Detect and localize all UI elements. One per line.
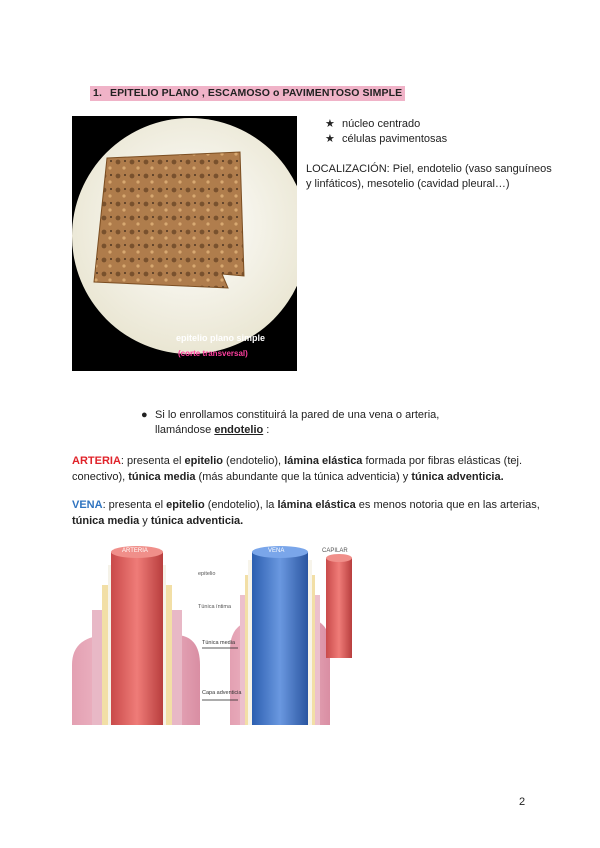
- bullet-dot-icon: ●: [141, 409, 148, 421]
- heading-title: EPITELIO PLANO , ESCAMOSO o PAVIMENTOSO SIMPLE: [109, 87, 403, 99]
- feature-item: ★ núcleo centrado: [325, 118, 421, 130]
- endotelio-term: endotelio: [214, 424, 264, 436]
- label-epitelio: epitelio: [198, 571, 216, 577]
- heading-number: 1.: [93, 87, 102, 99]
- section-heading: [90, 86, 405, 101]
- star-icon: ★: [325, 133, 335, 145]
- localizacion-text: LOCALIZACIÓN: Piel, endotelio (vaso sanguíneos y linfáticos), mesotelio (cavidad pleural…): [306, 163, 552, 190]
- label-arteria: ARTERIA: [122, 548, 148, 554]
- label-tunica-media: Túnica media: [202, 640, 236, 646]
- arteria-vessel: [72, 546, 200, 725]
- page-number: 2: [519, 796, 526, 808]
- microscope-image: [72, 116, 297, 371]
- arteria-paragraph: ARTERIA: presenta el epitelio (endotelio), lámina elástica formada por fibras elásticas (tej. conectivo), túnica media (más abundante que la túnica adventicia) y túnica adventicia.: [72, 455, 523, 483]
- capilar-vessel: [326, 554, 352, 658]
- feature-item: ★ células pavimentosas: [325, 133, 448, 145]
- star-icon: ★: [325, 118, 335, 130]
- label-tunica-intima: Túnica íntima: [198, 604, 232, 610]
- micro-caption-1: epitelio plano simple: [176, 333, 266, 343]
- bullet-item: ● Si lo enrollamos constituirá la pared de una vena o arteria, llamándose endotelio :: [141, 409, 440, 436]
- micro-caption-2: (corte transversal): [178, 349, 248, 358]
- vessel-diagram: [70, 540, 370, 730]
- label-vena: VENA: [268, 548, 285, 554]
- label-capa-adventicia: Capa adventicia: [202, 690, 242, 696]
- vena-paragraph: VENA: presenta el epitelio (endotelio), la lámina elástica es menos notoria que en las arterias, túnica media y túnica adventicia.: [72, 499, 540, 527]
- features-list: [325, 117, 447, 147]
- vena-vessel: [230, 546, 330, 725]
- label-capilar: CAPILAR: [322, 548, 348, 554]
